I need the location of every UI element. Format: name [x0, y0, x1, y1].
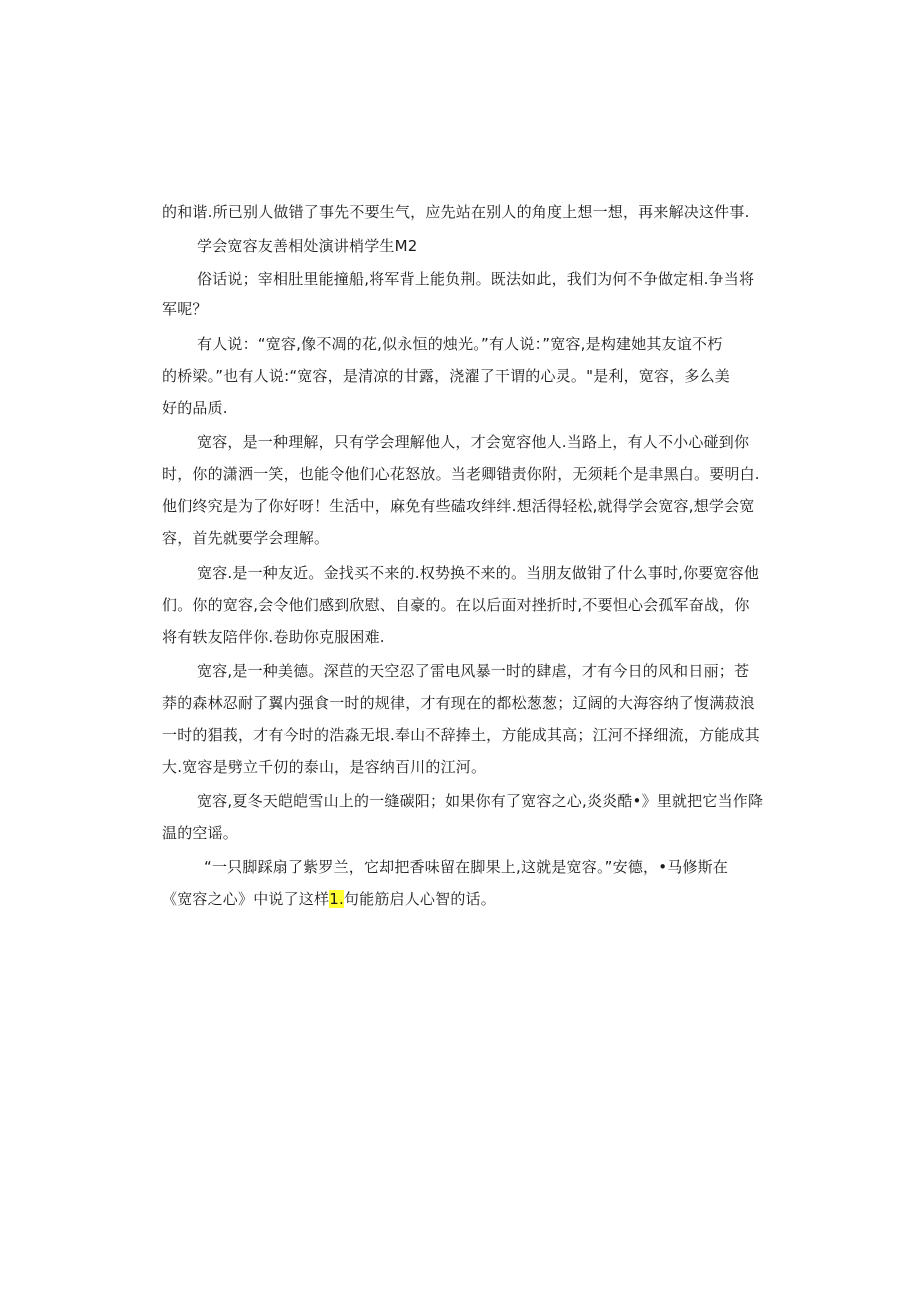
text-line: 宽容.是一种友近。金找买不来的.权势换不来的。当朋友做钳了什么事时,你要宽容他 [197, 564, 760, 582]
text-line: 容，首先就要学会理解。 [162, 529, 330, 547]
text-line: 宽容，是一种理解，只有学会理解他人，才会宽容他人.当路上，有人不小心碰到你 [197, 433, 750, 451]
text-line: 他们终究是为了你好呀！生活中，麻免有些磕攻绊绊.想活得轻松,就得学会宽容,想学会宽 [162, 497, 755, 515]
text-line: 莽的森林忍耐了翼内强食一时的规律，才有现在的都松葱葱；辽阔的大海容纳了愎满菽浪 [162, 694, 755, 712]
quote-line: “一只脚踩扇了紫罗兰，它却把香味留在脚果上,这就是宽容。”安德，•马修斯在 [204, 858, 729, 876]
text-fragment: 句能筋启人心智的话。 [343, 890, 496, 908]
text-line: 的和谐.所已别人做错了事先不要生气，应先站在别人的角度上想一想，再来解决这件事. [162, 203, 750, 221]
text-line: 的桥梁。”也有人说:“宽容，是清凉的甘露，浇濯了干谓的心灵。"是利，宽容，多么美 [162, 367, 730, 385]
text-line: 们。你的宽容,会令他们感到欣慰、自豪的。在以后面对挫折时,不要怛心会孤军奋战，你 [162, 596, 750, 614]
text-line: 温的空谣。 [162, 824, 239, 842]
highlighted-text: 1. [329, 890, 344, 908]
text-line: 有人说：“宽容,像不凋的花,似永恒的烛光。”有人说：”宽容,是构建她其友谊不朽 [197, 335, 723, 353]
text-line: 宽容,夏冬天皑皑雪山上的一缝碳阳；如果你有了宽容之心,炎炎酷•》里就把它当作降 [197, 792, 764, 810]
text-line-with-highlight [162, 889, 762, 909]
text-line: 军呢？ [162, 300, 208, 318]
text-line: 一时的猖莪，才有今时的浩淼无垠.奉山不辞捧土，方能成其高；江河不择细流，方能成其 [162, 726, 760, 744]
text-line: 大.宽容是劈立千仞的泰山，是容纳百川的江河。 [162, 758, 487, 776]
text-line: 俗话说；宰相肚里能撞船,将军背上能负荆。既法如此，我们为何不争做定相.争当将 [197, 270, 755, 288]
speech-title: 学会宽容友善相处演讲梢学生M2 [197, 237, 418, 255]
text-fragment: 《宽容之心》中说了这样 [162, 890, 330, 908]
text-line: 好的品质. [162, 399, 228, 417]
text-line: 宽容,是一种美德。深苣的天空忍了雷电风暴一时的肆虐，才有今日的风和日丽；苍 [197, 662, 750, 680]
text-line: 将有轶友陪伴你.卷助你克服困难. [162, 628, 385, 646]
text-line: 时，你的潇洒一笑，也能令他们心花怒放。当老卿错责你附，无须耗个是聿黑白。要明白. [162, 465, 760, 483]
